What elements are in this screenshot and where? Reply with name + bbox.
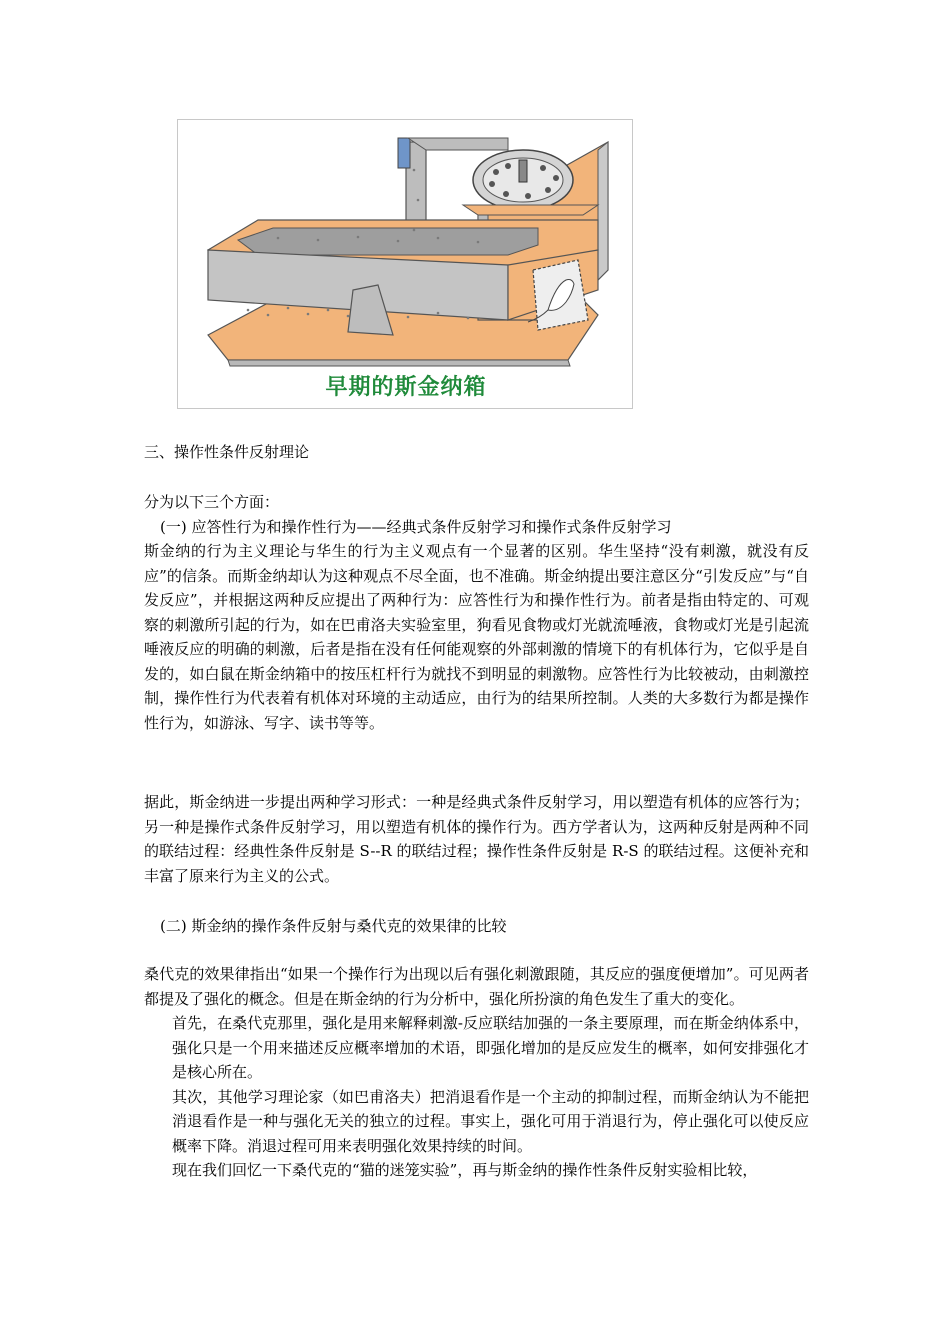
paragraph-4: 首先，在桑代克那里，强化是用来解释刺激-反应联结加强的一条主要原理，而在斯金纳体系中，强化只是一个用来描述反应概率增加的术语，即强化增加的是反应发生的概率，如何安排强化才是核心所在。 [172, 1014, 809, 1081]
body-block-4 [144, 962, 809, 1183]
body-block-1 [144, 490, 809, 735]
skinner-box-illustration [178, 120, 633, 409]
section-title [144, 440, 809, 465]
section-title-text: 三、操作性条件反射理论 [144, 443, 310, 461]
body-block-2 [144, 790, 809, 888]
paragraph-1: 斯金纳的行为主义理论与华生的行为主义观点有一个显著的区别。华生坚持“没有刺激，就没有反应”的信条。而斯金纳却认为这种观点不尽全面，也不准确。斯金纳提出要注意区分“引发反应”与“自发反应”，并根据这两种反应提出了两种行为：应答性行为和操作性行为。前者是指由特定的、可观察的刺激所引起的行为，如在巴甫洛夫实验室里，狗看见食物或灯光就流唾液，食物或灯光是引起流唾液反应的明确的刺激，后者是指在没有任何能观察的外部刺激的情境下的有机体行为，它似乎是自发的，如白鼠在斯金纳箱中的按压杠杆行为就找不到明显的刺激物。应答性行为比较被动，由刺激控制，操作性行为代表着有机体对环境的主动适应，由行为的结果所控制。人类的大多数行为都是操作性行为，如游泳、写字、读书等等。 [144, 542, 809, 732]
paragraph-3: 桑代克的效果律指出“如果一个操作行为出现以后有强化刺激跟随，其反应的强度便增加”。可见两者都提及了强化的概念。但是在斯金纳的行为分析中，强化所扮演的角色发生了重大的变化。 [144, 965, 809, 1008]
body-block-3 [144, 914, 809, 939]
figure-caption: 早期的斯金纳箱 [325, 375, 487, 400]
paragraph-5: 其次，其他学习理论家（如巴甫洛夫）把消退看作是一个主动的抑制过程，而斯金纳认为不能把消退看作是一种与强化无关的独立的过程。事实上，强化可用于消退行为，停止强化可以使反应概率下降。消退过程可用来表明强化效果持续的时间。 [172, 1087, 809, 1155]
subheading-2: (二) 斯金纳的操作条件反射与桑代克的效果律的比较 [160, 917, 507, 935]
skinner-box-figure [177, 119, 633, 409]
subheading-1: (一) 应答性行为和操作性行为——经典式条件反射学习和操作式条件反射学习 [160, 517, 672, 536]
paragraph-6: 现在我们回忆一下桑代克的“猫的迷笼实验”，再与斯金纳的操作性条件反射实验相比较， [172, 1161, 758, 1179]
intro-line: 分为以下三个方面： [144, 493, 280, 511]
paragraph-2: 据此，斯金纳进一步提出两种学习形式：一种是经典式条件反射学习，用以塑造有机体的应答行为；另一种是操作式条件反射学习，用以塑造有机体的操作行为。西方学者认为，这两种反射是两种不同的联结过程：经典性条件反射是 S--R 的联结过程；操作性条件反射是 R-S 的联结过程。这便补充和丰富了原来行为主义的公式。 [144, 793, 809, 885]
